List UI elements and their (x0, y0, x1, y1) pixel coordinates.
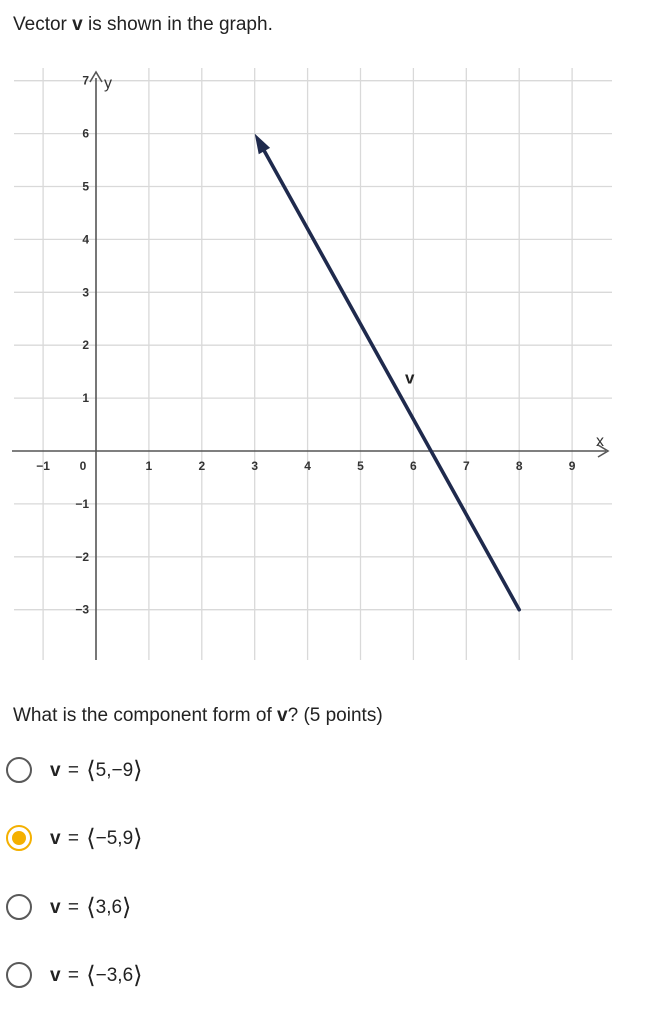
x-tick-label: 9 (568, 459, 576, 473)
x-tick-label: −1 (36, 459, 50, 473)
x-axis-label: x (596, 433, 604, 450)
close-bracket: ⟩ (133, 825, 143, 852)
x-tick-label: 4 (304, 459, 311, 473)
x-tick-label: 6 (410, 459, 417, 473)
answer-label (50, 895, 131, 921)
question-text (13, 704, 383, 728)
option-eq: = (67, 897, 79, 918)
answer-option-4[interactable] (4, 955, 644, 999)
y-tick-label: 1 (82, 391, 89, 406)
answer-label (50, 758, 143, 784)
radio-button[interactable] (6, 757, 32, 783)
radio-button[interactable] (6, 962, 32, 988)
option-eq: = (67, 760, 79, 781)
x-tick-label: 7 (462, 459, 470, 473)
question-vector-var: v (277, 705, 288, 726)
vector-label: v (404, 368, 415, 388)
x-tick-label: 8 (515, 459, 523, 473)
y-tick-label: −2 (75, 549, 89, 564)
question-after: ? (5 points) (287, 705, 383, 726)
option-value: −5,9 (95, 828, 134, 849)
close-bracket: ⟩ (133, 962, 143, 989)
option-value: 5,−9 (95, 760, 134, 781)
answer-option-2[interactable] (4, 818, 644, 862)
vector-graph (0, 60, 620, 665)
answer-option-1[interactable] (4, 750, 644, 794)
prompt-before: Vector (13, 14, 73, 35)
option-value: 3,6 (95, 897, 123, 918)
option-value: −3,6 (95, 965, 134, 986)
y-tick-label: −1 (75, 496, 89, 511)
y-tick-label: 2 (82, 338, 89, 353)
prompt-after: is shown in the graph. (82, 14, 273, 35)
option-eq: = (67, 828, 79, 849)
close-bracket: ⟩ (133, 757, 143, 784)
answer-label (50, 826, 143, 852)
open-bracket: ⟨ (86, 825, 96, 852)
y-tick-label: 3 (82, 285, 89, 300)
answer-label (50, 963, 143, 989)
close-bracket: ⟩ (122, 894, 132, 921)
option-eq: = (67, 965, 79, 986)
y-tick-label: 7 (82, 73, 89, 88)
x-tick-label: 2 (198, 459, 206, 473)
x-tick-label: 5 (357, 459, 364, 473)
x-tick-label: 3 (251, 459, 259, 473)
radio-button[interactable] (6, 825, 32, 851)
prompt-text (13, 13, 273, 37)
prompt-vector-var: v (72, 14, 83, 35)
x-tick-label: 1 (145, 459, 153, 473)
y-tick-label: 4 (82, 232, 89, 247)
open-bracket: ⟨ (86, 962, 96, 989)
open-bracket: ⟨ (86, 894, 96, 921)
option-var: v (50, 828, 61, 849)
answer-option-3[interactable] (4, 887, 644, 931)
y-axis-label: y (104, 75, 112, 92)
option-var: v (50, 897, 61, 918)
question-before: What is the component form of (13, 705, 278, 726)
option-var: v (50, 965, 61, 986)
vector-line (262, 148, 519, 610)
y-tick-label: −3 (75, 602, 89, 617)
option-var: v (50, 760, 61, 781)
y-tick-label: 6 (82, 126, 89, 141)
radio-button[interactable] (6, 894, 32, 920)
x-tick-label: 0 (79, 459, 87, 473)
y-tick-label: 5 (82, 179, 89, 194)
vector-arrowhead (255, 134, 270, 155)
open-bracket: ⟨ (86, 757, 96, 784)
